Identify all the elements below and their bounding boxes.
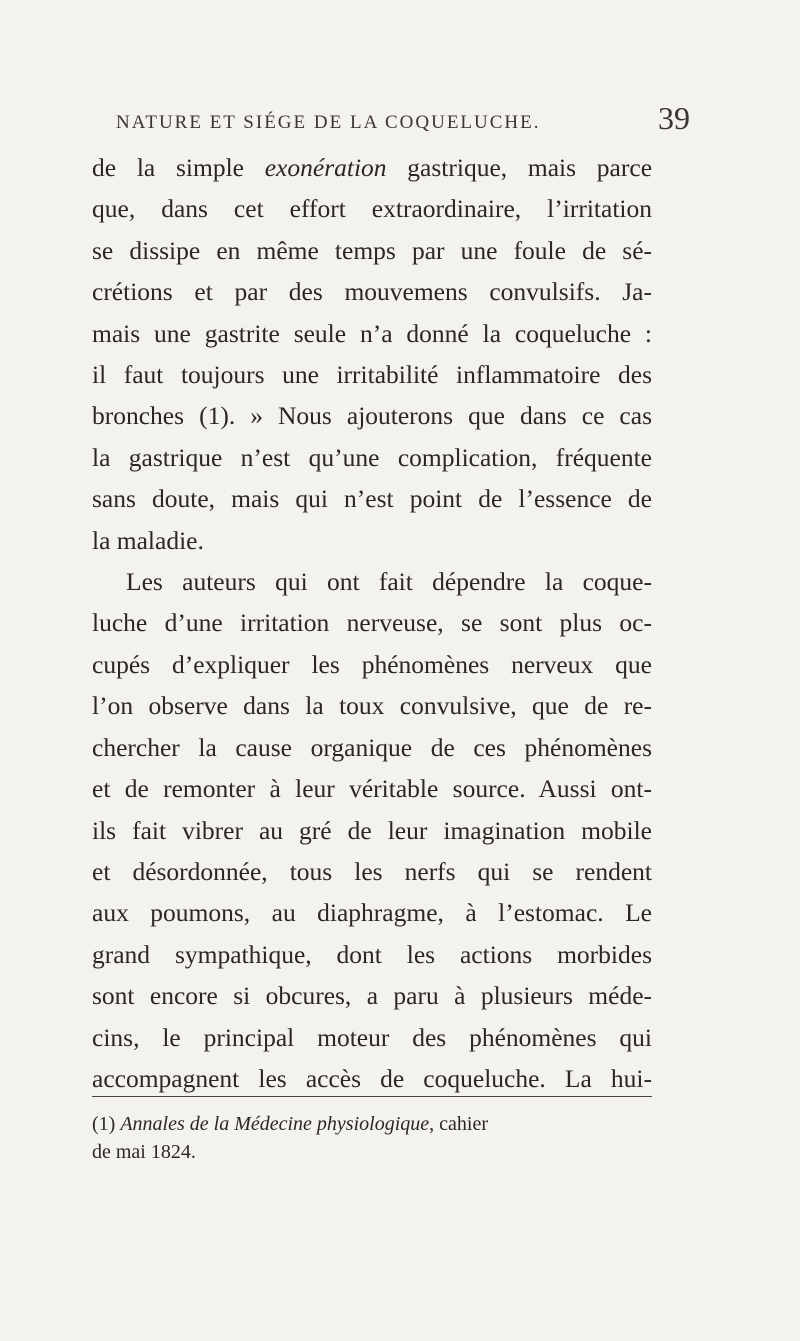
page-number: 39 (658, 100, 690, 136)
text-line: de la simple exonération gastrique, mais parce (92, 153, 653, 182)
footnote-line: (1) Annales de la Médecine physiologique, cahier (92, 1113, 488, 1135)
text-line: bronches (1). » Nous ajouterons que dans ce cas (92, 401, 652, 431)
footnote-line: de mai 1824. (92, 1141, 196, 1163)
footnote-rule (92, 1096, 652, 1097)
text-line: sont encore si obcures, a paru à plusieurs méde- (92, 981, 652, 1011)
text-line: mais une gastrite seule n’a donné la coqueluche : (92, 318, 652, 348)
footnote-title: Annales de la Médecine physiologique (120, 1113, 430, 1135)
running-head: NATURE ET SIÉGE DE LA COQUELUCHE. (116, 112, 541, 133)
text-line: luche d’une irritation nerveuse, se sont plus oc- (92, 608, 652, 638)
text-line: ils fait vibrer au gré de leur imagination mobile (92, 815, 652, 845)
text-line: aux poumons, au diaphragme, à l’estomac. Le (92, 898, 652, 928)
text-line: et désordonnée, tous les nerfs qui se rendent (92, 856, 652, 886)
text-line: se dissipe en même temps par une foule de sé- (92, 235, 652, 265)
footnote (92, 1110, 652, 1166)
text-line: cupés d’expliquer les phénomènes nerveux que (92, 649, 652, 679)
italic-term: exonération (264, 153, 387, 182)
text-line: la gastrique n’est qu’une complication, fréquente (92, 442, 652, 472)
body-text (92, 147, 652, 1099)
text-line: l’on observe dans la toux convulsive, que de re- (92, 691, 652, 721)
text-line: sans doute, mais qui n’est point de l’essence de (92, 484, 652, 514)
text-line: crétions et par des mouvemens convulsifs. Ja- (92, 277, 652, 307)
paragraph-first-line: Les auteurs qui ont fait dépendre la coque- (126, 567, 652, 597)
text-line: il faut toujours une irritabilité inflammatoire des (92, 360, 652, 390)
text-line: grand sympathique, dont les actions morbides (92, 939, 652, 969)
text-line: que, dans cet effort extraordinaire, l’irritation (92, 194, 652, 224)
text-line: accompagnent les accès de coqueluche. La hui- (92, 1063, 652, 1093)
text-line: cins, le principal moteur des phénomènes qui (92, 1022, 652, 1052)
text-line: et de remonter à leur véritable source. Aussi ont- (92, 774, 652, 804)
text-line: chercher la cause organique de ces phénomènes (92, 732, 652, 762)
text-line: la maladie. (92, 525, 204, 555)
